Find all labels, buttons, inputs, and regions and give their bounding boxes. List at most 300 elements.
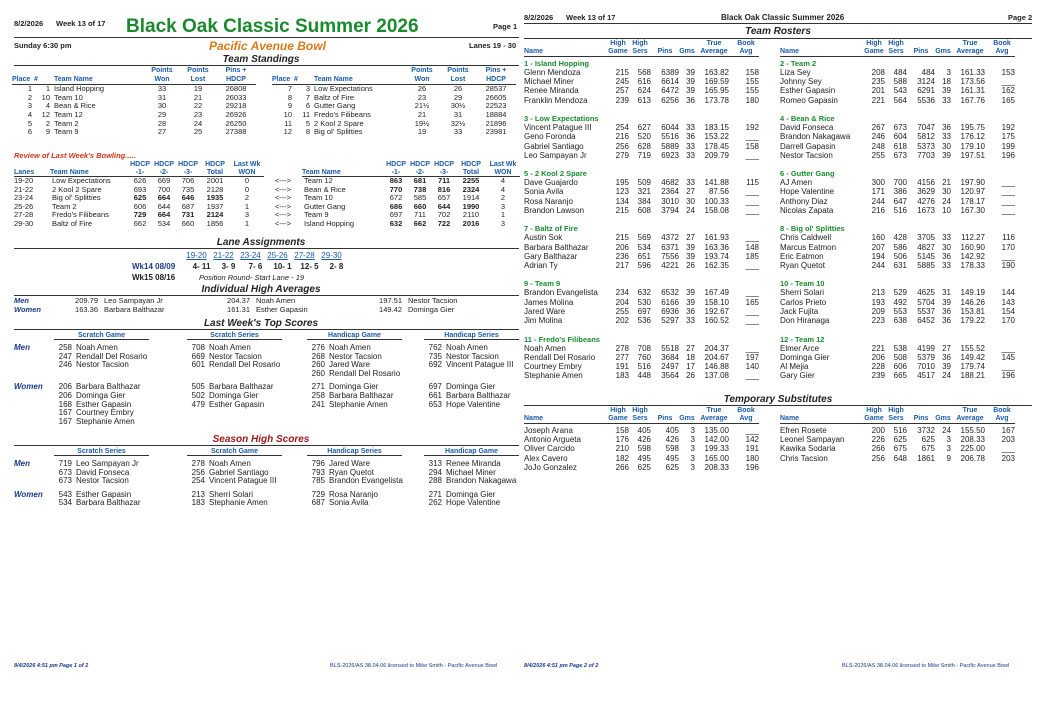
roster-stat: 146.26	[960, 297, 985, 307]
review-cell: 4	[500, 176, 506, 185]
roster-stat: 6532	[661, 288, 679, 298]
roster-stat: 624	[637, 86, 651, 96]
score-value: 669	[191, 351, 205, 361]
roster-stat: 588	[893, 77, 907, 87]
roster-stat: 185	[745, 251, 759, 261]
review-cell: 657	[437, 193, 451, 203]
standings-cell: 2 Kool 2 Spare	[314, 118, 364, 128]
roster-stat: 6291	[917, 86, 935, 96]
review-cell: Team 9	[304, 210, 329, 220]
standings-cell: 28537	[485, 84, 507, 94]
standings-cell: 6	[27, 127, 32, 137]
iha-name: Barbara Balthazar	[104, 304, 165, 314]
roster-col-header: Name	[524, 48, 544, 55]
standings-cell: 33	[157, 84, 167, 94]
bowler-name: Vincent Patague III	[209, 476, 277, 486]
review-col-header: HDCP -3-	[176, 161, 200, 177]
roster-stat: 153.22	[704, 132, 729, 142]
roster-col-header: Pins	[657, 48, 673, 55]
roster-stat: 217	[615, 260, 629, 270]
iha-table	[14, 297, 514, 314]
roster-col-header: Gms	[935, 415, 951, 422]
standings-cell: 7	[287, 84, 292, 94]
roster-col-header: High Sers	[888, 407, 904, 422]
standings-cell: 31	[453, 109, 463, 119]
roster-stat: 279	[615, 150, 629, 160]
standings-cell: 21	[417, 109, 427, 119]
roster-stat: 33	[686, 150, 695, 160]
bowler-name: Brandon Evangelista	[329, 476, 403, 486]
standings-cell: 11	[302, 109, 310, 119]
score-col-header: Handicap Series	[424, 332, 519, 340]
review-cell: Island Hopping	[304, 218, 355, 228]
review-cell: 606	[133, 201, 147, 211]
roster-stat: 155.52	[960, 343, 985, 353]
season-title: Season High Scores	[212, 434, 310, 445]
roster-stat: 149.19	[960, 288, 985, 298]
team-name: 12 - Team 12	[780, 334, 825, 344]
roster-stat: 178.17	[960, 196, 985, 206]
roster-col-header: Pins	[657, 415, 673, 422]
roster-stat: 165	[745, 297, 759, 307]
roster-stat: 204.67	[704, 352, 729, 362]
roster-stat: 2497	[661, 361, 679, 371]
score-entry	[311, 476, 403, 485]
roster-stat: 3732	[917, 426, 935, 435]
header-rule	[780, 56, 1015, 57]
bowler-name: Liza Sey	[780, 68, 811, 77]
review-col-header	[264, 161, 302, 177]
roster-stat: 175	[1001, 132, 1015, 142]
review-cell: Team 10	[304, 193, 333, 203]
roster-stat: ___	[1001, 251, 1015, 261]
roster-stat: 208.33	[704, 462, 729, 472]
header-rule	[524, 56, 759, 57]
standings-col-header: Team Name	[50, 67, 144, 85]
roster-stat: 534	[637, 242, 651, 252]
roster-stat: 165.95	[704, 86, 729, 96]
page-2	[522, 0, 1051, 702]
review-cell: 2016	[462, 218, 480, 228]
roster-col-header: Gms	[679, 48, 695, 55]
iha-avg: 161.31	[227, 304, 250, 314]
roster-stat: 204	[615, 297, 629, 307]
review-cell: 722	[437, 218, 451, 228]
roster-stat: 203	[1001, 453, 1015, 463]
review-cell: 1937	[206, 201, 224, 211]
page2-date: 8/2/2026	[524, 13, 554, 22]
bowler-name: Barbara Balthazar	[524, 242, 589, 252]
review-cell: 770	[389, 184, 403, 194]
bowler-name: Noah Amen	[76, 343, 118, 352]
roster-stat: 10	[942, 205, 951, 215]
team-name: 11 - Fredo's Filibeans	[524, 334, 600, 344]
team-name: 8 - Big ol' Splitties	[780, 224, 845, 234]
iha-gender-label: Men	[14, 296, 29, 305]
roster-col-header: Name	[780, 48, 800, 55]
bowler-name: Rendall Del Rosario	[524, 352, 596, 362]
review-header-row	[14, 161, 520, 177]
bowler-name: Vincent Patague III	[446, 360, 514, 370]
roster-stat: 160.52	[704, 316, 729, 325]
bowler-name: Jim Molina	[524, 316, 563, 325]
roster-stat: 36	[686, 132, 695, 142]
roster-stat: 244	[871, 260, 885, 270]
score-value: 278	[191, 459, 205, 468]
lane-assignments-title: Lane Assignments	[216, 237, 306, 248]
standings-cell: Baltz of Fire	[314, 92, 355, 102]
roster-stat: 123	[615, 187, 629, 197]
standings-cell: 18884	[485, 109, 507, 119]
review-cell: 644	[437, 201, 451, 211]
roster-stat: 405	[637, 426, 651, 435]
roster-stat: ___	[1001, 178, 1015, 188]
roster-stat: 165.00	[704, 453, 729, 463]
score-value: 260	[311, 368, 325, 378]
roster-stat: 616	[637, 77, 651, 87]
standings-cell: 25	[193, 127, 203, 137]
roster-stat: 484	[921, 68, 935, 77]
roster-stat: 18	[686, 352, 695, 362]
roster-stat: 193	[871, 297, 885, 307]
roster-stat: 160.90	[960, 242, 985, 252]
roster-stat: 39	[686, 288, 695, 298]
roster-stat: 180	[745, 453, 759, 463]
bowler-name: Leonel Sampayan	[780, 435, 845, 445]
roster-stat: 192	[745, 123, 759, 133]
bowler-name: Dominga Gier	[446, 382, 496, 392]
roster-stat: 673	[893, 150, 907, 160]
review-cell: 4	[500, 184, 506, 194]
roster-stat: 520	[637, 132, 651, 142]
roster-stat: 5145	[917, 251, 935, 261]
roster-stat: 5516	[661, 132, 679, 142]
bowler-name: Barbara Balthazar	[76, 382, 141, 392]
standings-cell: 12	[41, 109, 50, 119]
roster-stat: 234	[615, 288, 629, 298]
divider	[14, 329, 519, 330]
iha-name: Noah Amen	[256, 296, 296, 305]
bowler-name: Renee Miranda	[524, 86, 579, 96]
roster-stat: 143	[1001, 297, 1015, 307]
bowler-name: Nestor Tacsion	[76, 360, 129, 370]
bowler-name: Esther Gapasin	[76, 489, 132, 499]
roster-stat: 321	[637, 187, 651, 197]
roster-stat: 145	[1001, 352, 1015, 362]
roster-stat: ___	[1001, 196, 1015, 206]
roster-stat: 625	[637, 462, 651, 472]
score-value: 167	[58, 408, 72, 418]
roster-stat: 167.30	[960, 205, 985, 215]
standings-cell: 19½	[414, 118, 430, 128]
roster-stat: 26	[686, 371, 695, 381]
roster-stat: 226	[871, 435, 885, 445]
roster-stat: 3705	[917, 233, 935, 243]
roster-stat: 492	[893, 297, 907, 307]
review-cell: <--->	[274, 184, 292, 194]
score-value: 785	[311, 476, 325, 486]
bowler-name: Alex Cavero	[524, 453, 568, 463]
review-cell: 2128	[206, 184, 224, 194]
roster-stat: 675	[921, 444, 935, 454]
bowler-name: Gabriel Santiago	[209, 467, 269, 477]
standings-cell: 22	[193, 101, 203, 111]
roster-col-header: True Average	[956, 407, 984, 422]
review-cell: 625	[133, 193, 147, 203]
iha-name: Dominga Gier	[408, 304, 455, 314]
score-value: 708	[191, 343, 205, 352]
lane-pair: 23-24	[240, 251, 261, 260]
bowler-name: Brandon Nakagawa	[446, 476, 517, 486]
score-value: 534	[58, 498, 72, 508]
roster-stat: 7047	[917, 123, 935, 133]
standings-cell: Team 10	[54, 92, 83, 102]
bowler-name: Sherri Solari	[780, 288, 825, 298]
lanes-range: Lanes 19 - 30	[469, 41, 517, 50]
standings-cell: 10	[41, 92, 50, 102]
roster-stat: 216	[615, 132, 629, 142]
team-name: 2 - Team 2	[780, 59, 817, 68]
bowler-name: Glenn Mendoza	[524, 68, 581, 77]
score-value: 673	[58, 476, 72, 486]
review-row	[14, 220, 520, 229]
score-value: 241	[311, 399, 325, 409]
roster-stat: 300	[871, 178, 885, 188]
bowl-name: Pacific Avenue Bowl	[209, 39, 326, 53]
roster-stat: 530	[637, 297, 651, 307]
roster-stat: 31	[942, 288, 951, 298]
standings-row	[12, 128, 256, 137]
roster-stat: 426	[637, 435, 651, 445]
roster-stat: 5536	[917, 95, 935, 105]
roster-stat: 647	[893, 196, 907, 206]
score-value: 168	[58, 399, 72, 409]
roster-stat: 162.35	[704, 260, 729, 270]
bowler-name: Chris Caldwell	[780, 233, 832, 243]
standings-cell: 23	[193, 109, 203, 119]
roster-stat: 3794	[661, 205, 679, 215]
roster-stat: 27	[686, 233, 695, 243]
roster-stat: 162	[1001, 86, 1015, 96]
wk15-label: Wk15 08/16	[132, 273, 176, 282]
roster-stat: 39	[686, 297, 695, 307]
roster-stat: 6044	[661, 123, 679, 133]
page1-footer-left: 8/4/2026 4:51 pm Page 1 of 2	[14, 663, 89, 669]
iha-avg: 163.36	[75, 304, 98, 314]
roster-stat: 215	[615, 68, 629, 77]
roster-stat: 215	[615, 205, 629, 215]
standings-cell: 31	[157, 92, 167, 102]
roster-stat: 495	[665, 453, 679, 463]
review-cell: 626	[133, 176, 147, 185]
roster-stat: 5518	[661, 343, 679, 353]
roster-stat: 604	[893, 132, 907, 142]
score-entry	[191, 400, 264, 409]
roster-stat: ___	[1001, 444, 1015, 454]
roster-stat: ___	[745, 196, 759, 206]
roster-stat: 278	[615, 343, 629, 353]
standings-cell: 11	[284, 118, 292, 128]
standings-header-row	[272, 67, 516, 85]
roster-stat: 266	[871, 444, 885, 454]
iha-name: Esther Gapasin	[256, 304, 308, 314]
lane-pair: 27-28	[294, 251, 315, 260]
roster-stat: 516	[893, 426, 907, 435]
review-cell: 729	[133, 210, 147, 220]
review-title: Review of Last Week's Bowling.....	[14, 151, 136, 160]
roster-stat: 6936	[661, 306, 679, 316]
roster-stat: 6389	[661, 68, 679, 77]
standings-cell: 23981	[485, 127, 507, 137]
team-name: 9 - Team 9	[524, 279, 561, 289]
review-cell: 1	[244, 218, 250, 228]
roster-stat: 225.00	[960, 444, 985, 454]
roster-stat: 165	[1001, 95, 1015, 105]
roster-stat: 4199	[917, 343, 935, 353]
roster-stat: 208	[871, 68, 885, 77]
score-col-header: Scratch Series	[54, 448, 149, 456]
roster-stat: 141.88	[704, 178, 729, 188]
women-label: Women	[14, 382, 43, 392]
roster-stat: 142.92	[960, 251, 985, 261]
bowler-name: Efren Rosete	[780, 426, 827, 435]
score-entry	[191, 498, 268, 507]
men-label: Men	[14, 343, 30, 352]
roster-col-header: Gms	[935, 48, 951, 55]
roster-stat: 5812	[917, 132, 935, 142]
roster-stat: 171	[871, 187, 885, 197]
review-cell: <--->	[274, 193, 292, 203]
standings-header-row	[12, 67, 256, 85]
review-cell: 29-30	[14, 218, 34, 228]
review-col-header: HDCP -2-	[408, 161, 432, 177]
review-cell: 738	[413, 184, 427, 194]
standings-cell: 30½	[450, 101, 466, 111]
roster-stat: 236	[615, 251, 629, 261]
roster-stat: 36	[942, 123, 951, 133]
roster-stat: 651	[637, 251, 651, 261]
roster-stat: 7703	[917, 150, 935, 160]
wk14-label: Wk14 08/09	[132, 262, 176, 271]
lane-pair: 25-26	[267, 251, 288, 260]
bowler-name: Barbara Balthazar	[209, 382, 274, 392]
bowler-name: Noah Amen	[446, 343, 488, 352]
bowler-name: Nestor Tacsion	[329, 351, 382, 361]
roster-stat: 596	[637, 260, 651, 270]
standings-cell: 7	[305, 92, 310, 102]
bowler-name: Vincent Patague III	[524, 123, 592, 133]
score-value: 479	[191, 399, 205, 409]
roster-stat: 4517	[917, 371, 935, 381]
roster-stat: 210	[615, 444, 629, 454]
review-cell: 1990	[462, 201, 480, 211]
team-name: 3 - Low Expectations	[524, 114, 599, 124]
bowler-name: Noah Amen	[329, 343, 371, 352]
bowler-name: Michael Miner	[446, 467, 496, 477]
score-col-header: Handicap Game	[424, 448, 519, 456]
roster-stat: 24	[686, 205, 695, 215]
roster-stat: 167.76	[960, 95, 985, 105]
review-cell: 662	[413, 218, 427, 228]
bowler-name: Hope Valentine	[446, 399, 501, 409]
standings-cell: 21½	[414, 101, 430, 111]
page2-footer-left: 8/4/2026 4:51 pm Page 2 of 2	[524, 663, 599, 669]
roster-col-header: Pins	[913, 48, 929, 55]
bowler-name: Romeo Gapasin	[780, 95, 838, 105]
roster-stat: 39	[942, 150, 951, 160]
bowler-name: Don Hiranaga	[780, 316, 830, 325]
bowler-name: Brandon Lawson	[524, 205, 585, 215]
roster-stat: 24	[942, 196, 951, 206]
score-value: 313	[428, 459, 442, 468]
review-cell: 693	[133, 184, 147, 194]
roster-col-header: High Game	[608, 40, 628, 55]
roster-stat: 39	[686, 86, 695, 96]
roster-stat: 33	[686, 141, 695, 151]
score-value: 729	[311, 489, 325, 499]
roster-stat: 5373	[917, 141, 935, 151]
review-cell: 731	[181, 210, 195, 220]
roster-stat: 197	[745, 352, 759, 362]
roster-stat: 115	[746, 178, 759, 188]
bowler-name: Barbara Balthazar	[76, 498, 141, 508]
roster-stat: 158.08	[704, 205, 729, 215]
roster-stat: 257	[615, 86, 629, 96]
wk14-value: 3- 9	[221, 262, 236, 271]
roster-col-header: High Sers	[632, 407, 648, 422]
roster-stat: 21	[942, 178, 951, 188]
standings-cell: 5	[27, 118, 32, 128]
roster-stat: 170	[1001, 316, 1015, 325]
roster-stat: 26	[686, 260, 695, 270]
divider	[14, 248, 519, 249]
standings-cell: 33	[453, 127, 463, 137]
page1-title: Black Oak Classic Summer 2026	[126, 16, 419, 37]
roster-stat: 223	[871, 316, 885, 325]
review-cell: 2324	[462, 184, 480, 194]
roster-stat: ___	[745, 132, 759, 142]
roster-col-header: High Game	[608, 407, 628, 422]
bowler-name: Esther Gapasin	[780, 86, 836, 96]
wk14-value: 4- 11	[192, 262, 211, 271]
roster-stat: 155.50	[960, 426, 985, 435]
roster-stat: 192	[1001, 123, 1015, 133]
page2-week: Week 13 of 17	[566, 13, 616, 22]
score-value: 183	[191, 498, 205, 508]
roster-stat: 158	[615, 426, 629, 435]
score-value: 294	[428, 467, 442, 477]
roster-stat: 426	[665, 435, 679, 445]
roster-stat: 7556	[661, 251, 679, 261]
roster-stat: 255	[615, 306, 629, 316]
roster-stat: 3	[946, 444, 951, 454]
roster-stat: 169.59	[704, 77, 729, 87]
lane-pair: 29-30	[321, 251, 342, 260]
standings-col-header: Points Won	[404, 67, 440, 85]
roster-stat: 495	[637, 453, 651, 463]
wk14-value: 10- 1	[273, 262, 292, 271]
review-cell: 681	[413, 176, 427, 185]
bowler-name: Rosa Naranjo	[329, 489, 378, 499]
standings-row	[272, 128, 516, 137]
roster-col-header: Gms	[679, 415, 695, 422]
score-value: 167	[58, 416, 72, 426]
roster-col-header: True Average	[700, 40, 728, 55]
score-entry	[58, 498, 140, 507]
bowler-name: Michael Miner	[524, 77, 574, 87]
review-col-header: Last Wk WON	[230, 161, 264, 177]
bowler-name: David Fonseca	[76, 467, 130, 477]
